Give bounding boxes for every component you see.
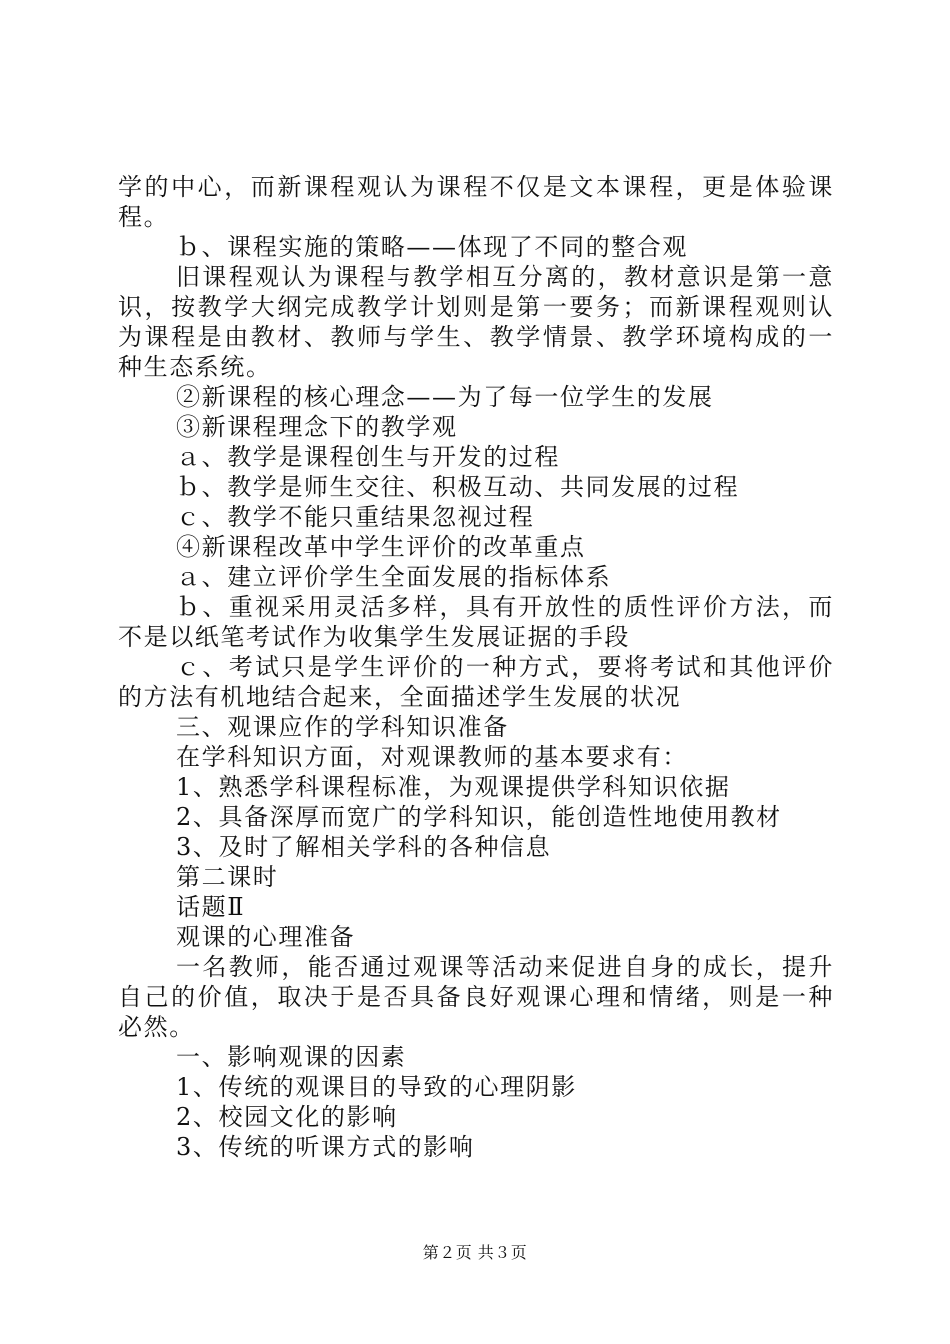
paragraph: 学的中心，而新课程观认为课程不仅是文本课程，更是体验课程。 [118,173,834,231]
paragraph: ③新课程理念下的教学观 [176,413,458,441]
page-number-footer: 第２页 共３页 [422,1243,528,1262]
list-item: 2、具备深厚而宽广的学科知识，能创造性地使用教材 [176,803,782,831]
paragraph: ｂ、重视采用灵活多样，具有开放性的质性评价方法，而不是以纸笔考试作为收集学生发展证据的手段 [118,593,834,651]
paragraph: ②新课程的核心理念——为了每一位学生的发展 [176,383,714,411]
paragraph: ｃ、考试只是学生评价的一种方式，要将考试和其他评价的方法有机地结合起来，全面描述学生发展的状况 [118,653,834,711]
paragraph: 一名教师，能否通过观课等活动来促进自身的成长，提升自己的价值，取决于是否具备良好观课心理和情绪，则是一种必然。 [118,953,834,1041]
section-heading: 三、观课应作的学科知识准备 [176,713,509,741]
list-item: 3、及时了解相关学科的各种信息 [176,833,552,861]
section-heading: 一、影响观课的因素 [176,1043,407,1071]
list-item: 1、传统的观课目的导致的心理阴影 [176,1073,577,1101]
list-item: 1、熟悉学科课程标准，为观课提供学科知识依据 [176,773,731,801]
paragraph: ④新课程改革中学生评价的改革重点 [176,533,586,561]
topic-title: 观课的心理准备 [176,923,356,951]
paragraph: 在学科知识方面，对观课教师的基本要求有： [176,743,688,771]
topic-heading: 话题Ⅱ [176,893,246,921]
lesson-heading: 第二课时 [176,863,279,891]
document-body [118,172,834,1162]
paragraph: 旧课程观认为课程与教学相互分离的，教材意识是第一意识，按教学大纲完成教学计划则是第一要务；而新课程观则认为课程是由教材、教师与学生、教学情景、教学环境构成的一种生态系统。 [118,263,834,381]
paragraph: ａ、教学是课程创生与开发的过程 [176,443,560,471]
paragraph: ｃ、教学不能只重结果忽视过程 [176,503,535,531]
list-item: 3、传统的听课方式的影响 [176,1133,475,1161]
paragraph: ｂ、教学是师生交往、积极互动、共同发展的过程 [176,473,740,501]
paragraph: ａ、建立评价学生全面发展的指标体系 [176,563,612,591]
paragraph: ｂ、课程实施的策略——体现了不同的整合观 [176,233,688,261]
list-item: 2、校园文化的影响 [176,1103,398,1131]
